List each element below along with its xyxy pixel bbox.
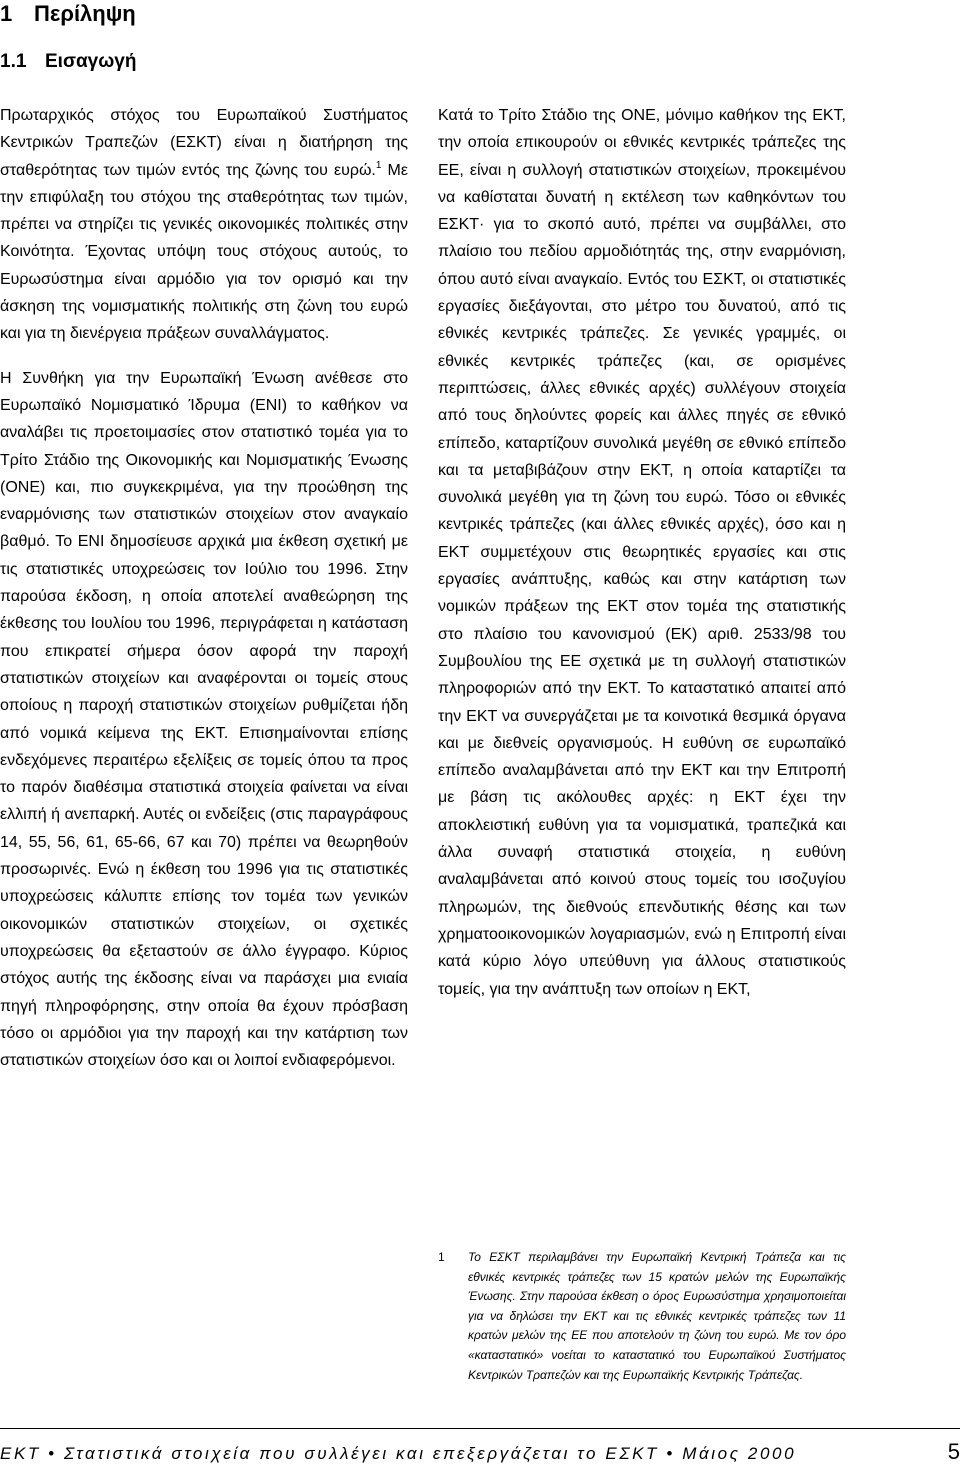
paragraph-1-part-1: Πρωταρχικός στόχος του Ευρωπαϊκού Συστήματος Κεντρικών Τραπεζών (ΕΣΚΤ) είναι η διατήρηση της σταθερότητας των τιμών εντός της ζώνης του ευρώ. bbox=[0, 107, 408, 179]
footnote-text: Το ΕΣΚΤ περιλαμβάνει την Ευρωπαϊκή Κεντρική Τράπεζα και τις εθνικές κεντρικές τράπεζες των 15 κρατών μελών της Ευρωπαϊκής Ένωσης. Στην παρούσα έκθεση ο όρος Ευρωσύστημα χρησιμοποιείται για να δηλώσει την ΕΚΤ και τις εθνικές κεντρικές τράπεζες των 11 κρατών μελών της ΕΕ που αποτελούν τη ζώνη του ευρώ. Με τον όρο «καταστατικό» νοείται το καταστατικό του Ευρωπαϊκού Συστήματος Κεντρικών Τραπεζών και της Ευρωπαϊκής Κεντρικής Τράπεζας. bbox=[468, 1250, 846, 1382]
section-title: Περίληψη bbox=[34, 1, 136, 26]
section-number: 1 bbox=[0, 1, 13, 26]
left-column bbox=[0, 102, 408, 1091]
subsection-title: Εισαγωγή bbox=[45, 51, 137, 72]
paragraph-2: Η Συνθήκη για την Ευρωπαϊκή Ένωση ανέθεσε στο Ευρωπαϊκό Νομισματικό Ίδρυμα (ΕΝΙ) το καθήκον να αναλάβει τις προετοιμασίες στον στατιστικό τομέα για το Τρίτο Στάδιο της Οικονομικής και Νομισματικής Ένωσης (ΟΝΕ) και, πιο συγκεκριμένα, για την προώθηση της εναρμόνισης των στατιστικών στοιχείων στον αναγκαίο βαθμό. Το ΕΝΙ δημοσίευσε αρχικά μια έκθεση σχετική με τις στατιστικές υποχρεώσεις τον Ιούλιο του 1996. Στην παρούσα έκδοση, η οποία αποτελεί αναθεώρηση της έκθεσης του Ιουλίου του 1996, περιγράφεται η κατάσταση που επικρατεί σήμερα όσον αφορά την παροχή στατιστικών στοιχείων και αναφέρονται οι τομείς στους οποίους η παροχή στατιστικών στοιχείων ρυθμίζεται ήδη από νομικά κείμενα της ΕΚΤ. Επισημαίνονται επίσης ενδεχόμενες περαιτέρω εξελίξεις σε τομείς όπου τα προς το παρόν διαθέσιμα στατιστικά στοιχεία φαίνεται να είναι ελλιπή ή ανεπαρκή. Αυτές οι ενδείξεις (στις παραγράφους 14, 55, 56, 61, 65-66, 67 και 70) πρέπει να θεωρηθούν προσωρινές. Ενώ η έκθεση του 1996 για τις στατιστικές υποχρεώσεις κάλυπτε επίσης τον τομέα των γενικών οικονομικών στατιστικών στοιχείων, οι σχετικές υποχρεώσεις θα εξεταστούν σε άλλο έγγραφο. Κύριος στόχος αυτής της έκδοσης είναι να παράσχει μια ενιαία πηγή πληροφόρησης, στην οποία θα έχουν πρόσβαση τόσο οι αρμόδιοι για την παροχή και την κατάρτιση των στατιστικών στοιχείων όσο και οι λοιποί ενδιαφερόμενοι. bbox=[0, 369, 408, 1070]
right-column bbox=[438, 102, 846, 1020]
paragraph-1 bbox=[0, 102, 408, 348]
footnote-reference[interactable]: 1 bbox=[375, 159, 382, 171]
footer-text: ΕΚΤ • Στατιστικά στοιχεία που συλλέγει και επεξεργάζεται το ΕΣΚΤ • Μάιος 2000 bbox=[0, 1444, 797, 1463]
paragraph-3: Κατά το Τρίτο Στάδιο της ΟΝΕ, μόνιμο καθήκον της ΕΚΤ, την οποία επικουρούν οι εθνικές κεντρικές τράπεζες της ΕΕ, είναι η συλλογή στατιστικών στοιχείων, προκειμένου να καθίσταται δυνατή η εκτέλεση των καθηκόντων του ΕΣΚΤ· για το σκοπό αυτό, πρέπει να συμβάλλει, στο πλαίσιο του πεδίου αρμοδιότητάς της, στην εναρμόνιση, όπου αυτό είναι αναγκαίο. Εντός του ΕΣΚΤ, οι στατιστικές εργασίες διεξάγονται, στο μέτρο του δυνατού, από τις εθνικές κεντρικές τράπεζες. Σε γενικές γραμμές, οι εθνικές κεντρικές τράπεζες (και, σε ορισμένες περιπτώσεις, άλλες εθνικές αρχές) συλλέγουν στοιχεία από τους δηλούντες φορείς και άλλες πηγές σε εθνικό επίπεδο, καταρτίζουν συνολικά μεγέθη σε εθνικό επίπεδο και τα μεταβιβάζουν στην ΕΚΤ, η οποία καταρτίζει τα συνολικά μεγέθη για τη ζώνη του ευρώ. Τόσο οι εθνικές κεντρικές τράπεζες (και άλλες εθνικές αρχές), όσο και η ΕΚΤ συμμετέχουν στις θεωρητικές εργασίες και στις εργασίες ανάπτυξης, καθώς και στην κατάρτιση των νομικών πράξεων της ΕΚΤ στον τομέα της στατιστικής στο πλαίσιο του κανονισμού (ΕΚ) αριθ. 2533/98 του Συμβουλίου της ΕΕ σχετικά με τη συλλογή στατιστικών πληροφοριών από την ΕΚΤ. Το καταστατικό απαιτεί από την ΕΚΤ να συνεργάζεται με τα κοινοτικά θεσμικά όργανα και με διεθνείς οργανισμούς. Η ευθύνη σε ευρωπαϊκό επίπεδο αναλαμβάνεται από την ΕΚΤ και την Επιτροπή με βάση τις ακόλουθες αρχές: η ΕΚΤ έχει την αποκλειστική ευθύνη για τα νομισματικά, τραπεζικά και άλλα συναφή στατιστικά στοιχεία, η ευθύνη αναλαμβάνεται από κοινού στους τομείς του ισοζυγίου πληρωμών, της διεθνούς επενδυτικής θέσης και των χρηματοοικονομικών λογαριασμών, ενώ η Επιτροπή είναι κατά κύριο λόγο υπεύθυνη για άλλους στατιστικούς τομείς, για την ανάπτυξη των οποίων η ΕΚΤ, bbox=[438, 107, 846, 998]
footnote-number: 1 bbox=[438, 1250, 445, 1264]
paragraph-1-part-2: Με την επιφύλαξη του στόχου της σταθερότητας των τιμών, πρέπει να στηρίζει τις γενικές οικονομικές πολιτικές στην Κοινότητα. Έχοντας υπόψη τους στόχους αυτούς, το Ευρωσύστημα είναι αρμόδιο για τον ορισμό και την άσκηση της νομισματικής πολιτικής στη ζώνη του ευρώ και για τη διενέργεια πράξεων συναλλάγματος. bbox=[0, 161, 409, 343]
subsection-heading bbox=[0, 50, 136, 74]
subsection-number: 1.1 bbox=[0, 51, 27, 72]
page-number: 5 bbox=[947, 1439, 960, 1464]
footer-rule bbox=[0, 1428, 960, 1429]
section-heading bbox=[0, 0, 136, 28]
footnote bbox=[438, 1248, 846, 1385]
